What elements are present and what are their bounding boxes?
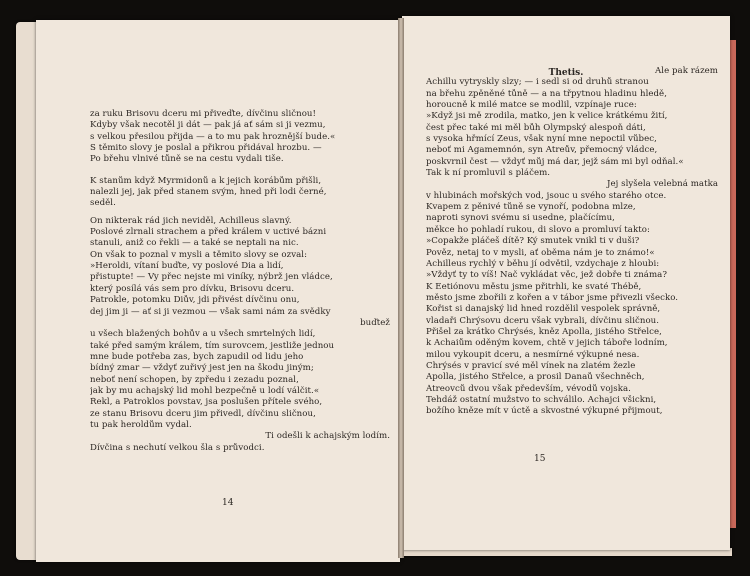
left-page-text: [90, 109, 390, 454]
text-line: Poslové zlrnali strachem a před králem v uctivé bázni: [90, 227, 327, 238]
text-line: vladaři Chrýsovu dceru však vybrali, dívčinu sličnou.: [426, 315, 660, 326]
text-line: Chrýsés v pravicí své měl vínek na zlatém žezle: [426, 360, 636, 371]
text-line: Pověz, netaj to v mysli, ať oběma nám je to známo!«: [426, 247, 655, 258]
text-line: buďtež: [360, 317, 390, 328]
text-line: město jsme zbořili z kořen a v tábor jsme přivezli všecko.: [426, 292, 679, 303]
text-line: dej jim ji — ať si ji vezmou — však sami nám za svědky: [90, 306, 331, 317]
text-line: seděl.: [90, 198, 116, 209]
text-line: také před samým králem, tím surovcem, jestliže jednou: [90, 340, 335, 351]
text-line: »Heroldi, vítaní buďte, vy poslové Dia a lidí,: [90, 261, 284, 272]
text-line: Patrokle, potomku Diův, jdi přivést dívčinu onu,: [90, 295, 300, 306]
text-line: tu pak heroldům vydal.: [90, 419, 192, 430]
text-line: K Eetiónovu městu jsme přitrhli, ke svaté Thébě,: [426, 281, 642, 292]
text-line: bídný zmar — vždyť zuřivý jest jen na škodu jiným;: [90, 363, 314, 374]
text-line: Kvapem z pěnivé tůně se vynoří, podobna mlze,: [426, 202, 636, 213]
text-line: v hlubinách mořských vod, jsouc u svého starého otce.: [426, 190, 667, 201]
text-line: S těmito slovy je poslal a přikrou přidával hrozbu. —: [90, 143, 322, 154]
text-line: Kdyby však necotěl ji dát — pak já ať sám si ji vezmu,: [90, 120, 326, 131]
text-line: měkce ho pohladí rukou, di slovo a promluví takto:: [426, 224, 650, 235]
text-line: božího kněze mít v úctě a skvostné výkupné přijmout,: [426, 406, 663, 417]
text-line: přistupte! — Vy přec nejste mi viníky, nýbrž jen vládce,: [90, 272, 333, 283]
text-line: s velkou přesilou přijda — a to mu pak hroznější bude.«: [90, 131, 336, 142]
text-line: Přišel za krátko Chrýsés, kněz Apolla, jistého Střelce,: [426, 326, 662, 337]
text-line: u všech blažených bohův a u všech smrtelných lidí,: [90, 329, 316, 340]
text-line: k Achaiům oděným kovem, chtě v jejich táboře lodním,: [426, 338, 668, 349]
text-line: na břehu zpěněné tůně — a na třpytnou hladinu hledě,: [426, 88, 667, 99]
text-line: K stanům když Myrmidonů a k jejich korábům přišli,: [90, 175, 322, 186]
text-line: neboť není schopen, by zpředu i zezadu poznal,: [90, 374, 299, 385]
text-line: milou vykoupit dceru, a nesmírné výkupné nesa.: [426, 349, 640, 360]
text-line: »Copakže pláčeš dítě? Ký smutek vnikl ti v duši?: [426, 236, 640, 247]
text-line: »Když jsi mě zrodila, matko, jen k velice krátkému žití,: [426, 111, 668, 122]
text-line: ze stanu Brisovu dceru jim přivedl, dívčinu sličnou,: [90, 408, 316, 419]
text-line: Tehdáž ostatní mužstvo to schválilo. Achajci všickni,: [426, 394, 657, 405]
left-page: [36, 20, 400, 562]
text-line: za ruku Brisovu dceru mi přiveďte, dívčinu sličnou!: [90, 109, 317, 119]
text-line: Řekl, a Patroklos povstav, jsa poslušen přítele svého,: [90, 397, 323, 408]
text-line: Po břehu vlnivé tůně se na cestu vydali tiše.: [90, 154, 284, 165]
text-line: Achilleus rychlý v běhu jí odvětil, vzdychaje z hloubi:: [426, 258, 660, 269]
text-line: čest přec také mi měl bůh Olympský alespoň dáti,: [426, 122, 646, 133]
text-line: nalezli jej, jak před stanem svým, hned při lodi černé,: [90, 187, 327, 198]
text-line: naproti synovi svému si usedne, plačícímu,: [426, 213, 615, 224]
right-page-number: 15: [534, 454, 546, 464]
paragraph-gap: [90, 166, 390, 176]
text-line: Jej slyšela velebná matka: [606, 179, 718, 190]
text-line: s vysoka hřmící Zeus, však nyní mne nepoctil vůbec,: [426, 134, 657, 145]
running-title: Thetis.: [548, 68, 584, 78]
text-line: který posílá vás sem pro dívku, Brisovu dceru.: [90, 283, 295, 294]
text-line: mne bude potřeba zas, bych zapudil od lidu jeho: [90, 351, 304, 362]
text-line: Átreovců dvou však především, vévodů vojska.: [426, 383, 631, 394]
text-line: neboť mi Agamemnón, syn Atreův, přemocný vládce,: [426, 145, 658, 156]
right-page: [402, 16, 730, 550]
text-line: horoucně k milé matce se modlil, vzpínaje ruce:: [426, 100, 637, 111]
text-line: Dívčina s nechutí velkou šla s průvodci.: [90, 442, 265, 453]
text-line: jak by mu achajský lid mohl bezpečně u lodí válčit.«: [90, 385, 320, 396]
text-line: poskvrnil čest — vždyť můj má dar, jejž sám mi byl odňal.«: [426, 156, 684, 167]
text-line: Ale pak rázem: [655, 66, 718, 76]
book-gutter: [398, 18, 404, 558]
text-line: On nikterak rád jich neviděl, Achilleus slavný.: [90, 215, 292, 226]
right-page-text: [426, 66, 718, 418]
text-line: Tak k ní promluvil s pláčem.: [426, 168, 551, 179]
text-line: On však to poznal v mysli a těmito slovy se ozval:: [90, 249, 308, 260]
text-line: Kořist si danajský lid hned rozdělil vespolek správně,: [426, 304, 661, 315]
text-line: stanuli, aniž co řekli — a také se neptali na nic.: [90, 238, 299, 249]
left-page-number: 14: [222, 498, 234, 508]
text-line: Achillu vytryskly slzy; — i sedl si od druhů stranou: [426, 77, 649, 88]
text-line: »Vždyť ty to víš! Nač vykládat věc, jež dobře ti známa?: [426, 270, 667, 281]
text-line: Ti odešli k achajským lodím.: [265, 431, 390, 442]
text-line: Apolla, jistého Střelce, a prosil Danaů všechněch,: [426, 372, 645, 383]
